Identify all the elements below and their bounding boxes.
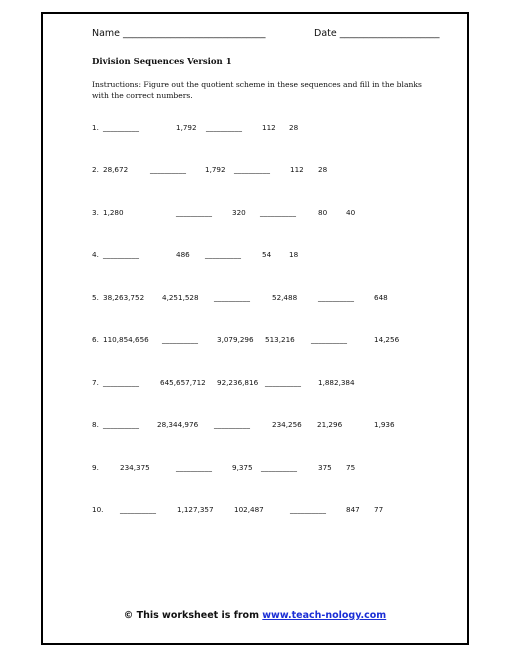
- date-field-label: Date _____________________: [314, 28, 440, 39]
- row-number: 2.: [92, 165, 99, 174]
- sequence-blank: __________: [214, 293, 250, 302]
- sequence-term: 112: [290, 165, 304, 174]
- sequence-blank: __________: [260, 208, 296, 217]
- row-number: 4.: [92, 250, 99, 259]
- sequence-blank: __________: [103, 123, 139, 132]
- row-number: 8.: [92, 420, 99, 429]
- sequence-term: 234,256: [272, 420, 302, 429]
- sequence-term: 54: [262, 250, 272, 259]
- row-number: 5.: [92, 293, 99, 302]
- sequence-term: 4,251,528: [162, 293, 199, 302]
- sequence-blank: __________: [103, 420, 139, 429]
- sequence-blank: __________: [214, 420, 250, 429]
- sequence-term: 9,375: [232, 463, 253, 472]
- sequence-term: 1,792: [176, 123, 197, 132]
- sequence-term: 645,657,712: [160, 378, 206, 387]
- sequence-term: 1,792: [205, 165, 226, 174]
- sequence-blank: __________: [176, 208, 212, 217]
- sequence-term: 28: [318, 165, 328, 174]
- sequence-term: 75: [346, 463, 356, 472]
- footer-credit: [0, 610, 510, 621]
- sequence-blank: __________: [234, 165, 270, 174]
- row-number: 3.: [92, 208, 99, 217]
- row-number: 9.: [92, 463, 99, 472]
- worksheet-title: Division Sequences Version 1: [92, 57, 232, 67]
- sequence-term: 38,263,752: [103, 293, 145, 302]
- footer-prefix: © This worksheet is from: [123, 610, 263, 621]
- sequence-blank: __________: [265, 378, 301, 387]
- sequence-term: 28: [289, 123, 299, 132]
- footer-link[interactable]: www.teach-nology.com: [262, 610, 387, 621]
- sequence-term: 1,280: [103, 208, 124, 217]
- sequence-term: 234,375: [120, 463, 150, 472]
- sequence-blank: __________: [120, 505, 156, 514]
- sequence-term: 513,216: [265, 335, 295, 344]
- sequence-blank: __________: [162, 335, 198, 344]
- sequence-blank: __________: [290, 505, 326, 514]
- sequence-blank: __________: [205, 250, 241, 259]
- name-field-label: Name ______________________________: [92, 28, 266, 39]
- sequence-term: 40: [346, 208, 356, 217]
- sequence-blank: __________: [176, 463, 212, 472]
- sequence-term: 102,487: [234, 505, 264, 514]
- sequence-term: 18: [289, 250, 299, 259]
- sequence-term: 80: [318, 208, 328, 217]
- sequence-term: 1,127,357: [177, 505, 214, 514]
- sequence-term: 3,079,296: [217, 335, 254, 344]
- row-number: 7.: [92, 378, 99, 387]
- sequence-term: 52,488: [272, 293, 298, 302]
- sequence-term: 847: [346, 505, 360, 514]
- sequence-term: 92,236,816: [217, 378, 259, 387]
- sequence-term: 14,256: [374, 335, 400, 344]
- sequence-term: 648: [374, 293, 388, 302]
- row-number: 1.: [92, 123, 99, 132]
- sequence-blank: __________: [318, 293, 354, 302]
- sequence-term: 1,882,384: [318, 378, 355, 387]
- sequence-blank: __________: [261, 463, 297, 472]
- sequence-term: 486: [176, 250, 190, 259]
- sequence-term: 320: [232, 208, 246, 217]
- row-number: 6.: [92, 335, 99, 344]
- row-number: 10.: [92, 505, 104, 514]
- worksheet-border: [41, 12, 469, 645]
- sequence-blank: __________: [206, 123, 242, 132]
- sequence-blank: __________: [311, 335, 347, 344]
- sequence-blank: __________: [103, 378, 139, 387]
- sequence-term: 375: [318, 463, 332, 472]
- instructions-text: Instructions: Figure out the quotient scheme in these sequences and fill in the blanks with the correct numbers.: [92, 80, 422, 100]
- sequence-term: 28,672: [103, 165, 129, 174]
- sequence-term: 77: [374, 505, 384, 514]
- sequence-term: 21,296: [317, 420, 343, 429]
- sequence-term: 28,344,976: [157, 420, 199, 429]
- sequence-term: 110,854,656: [103, 335, 149, 344]
- sequence-term: 1,936: [374, 420, 395, 429]
- sequence-term: 112: [262, 123, 276, 132]
- sequence-blank: __________: [103, 250, 139, 259]
- sequence-blank: __________: [150, 165, 186, 174]
